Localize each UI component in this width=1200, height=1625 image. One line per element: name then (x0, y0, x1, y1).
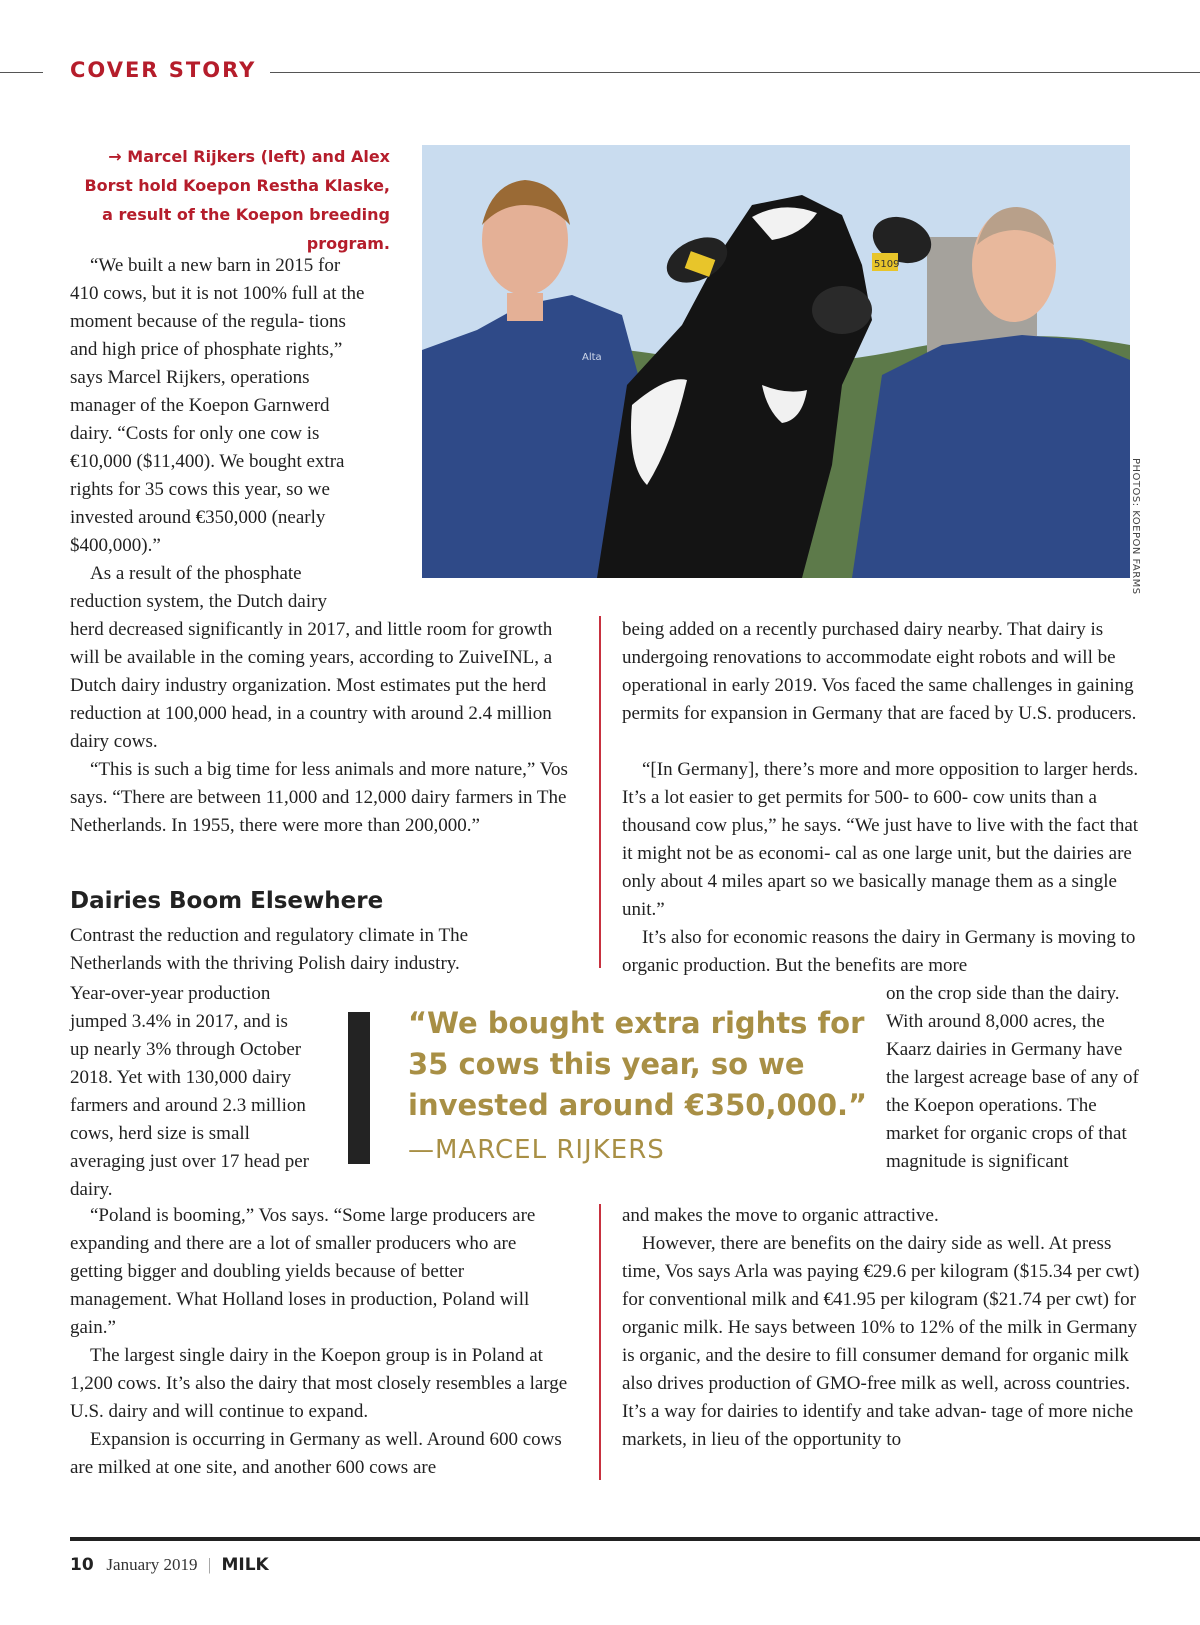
left-paragraph-7: Expansion is occurring in Germany as well. Around 600 cows are milked at one site, and another 600 cows are (70, 1429, 562, 1478)
right-paragraph-3-start: It’s also for economic reasons the dairy in Germany is moving to organic production. But the benefits are more (622, 927, 1136, 976)
left-paragraph-3: “This is such a big time for less animals and more nature,” Vos says. “There are between 11,000 and 12,000 dairy farmers in The Netherlands. In 1955, there were more than 200,000.” (70, 759, 568, 836)
header-rule-right (270, 72, 1200, 73)
left-paragraph-1: “We built a new barn in 2015 for 410 cows, but it is not 100% full at the moment because of the regula- tions and high price of phosphate rights,” says Marcel Rijkers, operations manager of the Koepon Garnwerd dairy. “Costs for only one cow is €10,000 ($11,400). We bought extra rights for 35 cows this year, so we invested around €350,000 (nearly $400,000).” (70, 255, 365, 556)
photo-credit: PHOTOS: KOEPON FARMS (1130, 458, 1141, 595)
right-paragraph-3-end: and makes the move to organic attractive. (622, 1205, 939, 1226)
page-number: 10 (70, 1555, 94, 1575)
pull-quote-text: “We bought extra rights for 35 cows this year, so we invested around €350,000.” (408, 1006, 868, 1122)
left-paragraph-4-start: Contrast the reduction and regulatory climate in The Netherlands with the thriving Polish dairy industry. (70, 925, 468, 974)
left-paragraph-2-start: As a result of the phosphate reduction system, the Dutch dairy (70, 563, 327, 612)
pull-quote-bar (348, 1012, 370, 1164)
left-paragraph-4-end: Year-over-year production jumped 3.4% in 2017, and is up nearly 3% through October 2018. Yet with 130,000 dairy farmers and around 2.3 million cows, herd size is small averaging just over 17 head per dairy. (70, 983, 309, 1200)
footer-rule (70, 1537, 1200, 1541)
section-subheading: Dairies Boom Elsewhere (70, 888, 384, 914)
left-paragraph-5: “Poland is booming,” Vos says. “Some large producers are expanding and there are a lot of smaller producers who are getting bigger and doubling yields because of better management. What Holland loses in production, Poland will gain.” (70, 1205, 536, 1338)
column-divider-upper (599, 616, 601, 968)
footer-separator: | (207, 1555, 212, 1574)
issue-date: January 2019 (106, 1555, 198, 1574)
header-rule-left (0, 72, 43, 73)
pull-quote-attribution: —MARCEL RIJKERS (408, 1135, 665, 1165)
shirt-logo-text: Alta (582, 352, 602, 363)
right-paragraph-3-middle: on the crop side than the dairy. With around 8,000 acres, the Kaarz dairies in Germany have the largest acreage base of any of the Koepon operations. The market for organic crops of that magnitude is significant (886, 983, 1139, 1172)
cover-photo (422, 145, 1130, 578)
right-paragraph-4: However, there are benefits on the dairy side as well. At press time, Vos says Arla was paying €29.6 per kilogram ($15.34 per cwt) for conventional milk and €41.95 per kilogram ($21.74 per cwt) for organic milk. He says between 10% to 12% of the milk in Germany is organic, and the desire to fill consumer demand for organic milk also drives production of GMO-free milk as well, across countries. It’s a way for dairies to identify and take advan- tage of more niche markets, in lieu of the opportunity to (622, 1233, 1140, 1450)
column-divider-lower (599, 1204, 601, 1480)
right-paragraph-1: being added on a recently purchased dairy nearby. That dairy is undergoing renovations to accommodate eight robots and will be operational in early 2019. Vos faced the same challenges in gaining permits for expansion in Germany that are faced by U.S. producers. (622, 619, 1137, 724)
left-paragraph-6: The largest single dairy in the Koepon group is in Poland at 1,200 cows. It’s also the dairy that most closely resembles a large U.S. dairy and will continue to expand. (70, 1345, 568, 1422)
left-paragraph-2-end: herd decreased significantly in 2017, and little room for growth will be available in the coming years, according to ZuiveINL, a Dutch dairy industry organization. Most estimates put the herd reduction at 100,000 head, in a country with around 2.4 million dairy cows. (70, 619, 553, 752)
section-label: COVER STORY (70, 58, 257, 82)
photo-caption: → Marcel Rijkers (left) and Alex Borst hold Koepon Restha Klaske, a result of the Koepon breeding program. (84, 147, 390, 253)
photo-illustration (422, 145, 1130, 578)
magazine-name: MILK (221, 1555, 269, 1575)
page-footer (70, 1555, 269, 1575)
right-paragraph-2: “[In Germany], there’s more and more opposition to larger herds. It’s a lot easier to get permits for 500- to 600- cow units than a thousand cow plus,” he says. “We just have to live with the fact that it might not be as economi- cal as one large unit, but the dairies are only about 4 miles apart so we basically manage them as a single unit.” (622, 759, 1139, 920)
ear-tag-text: 5109 (874, 259, 900, 270)
